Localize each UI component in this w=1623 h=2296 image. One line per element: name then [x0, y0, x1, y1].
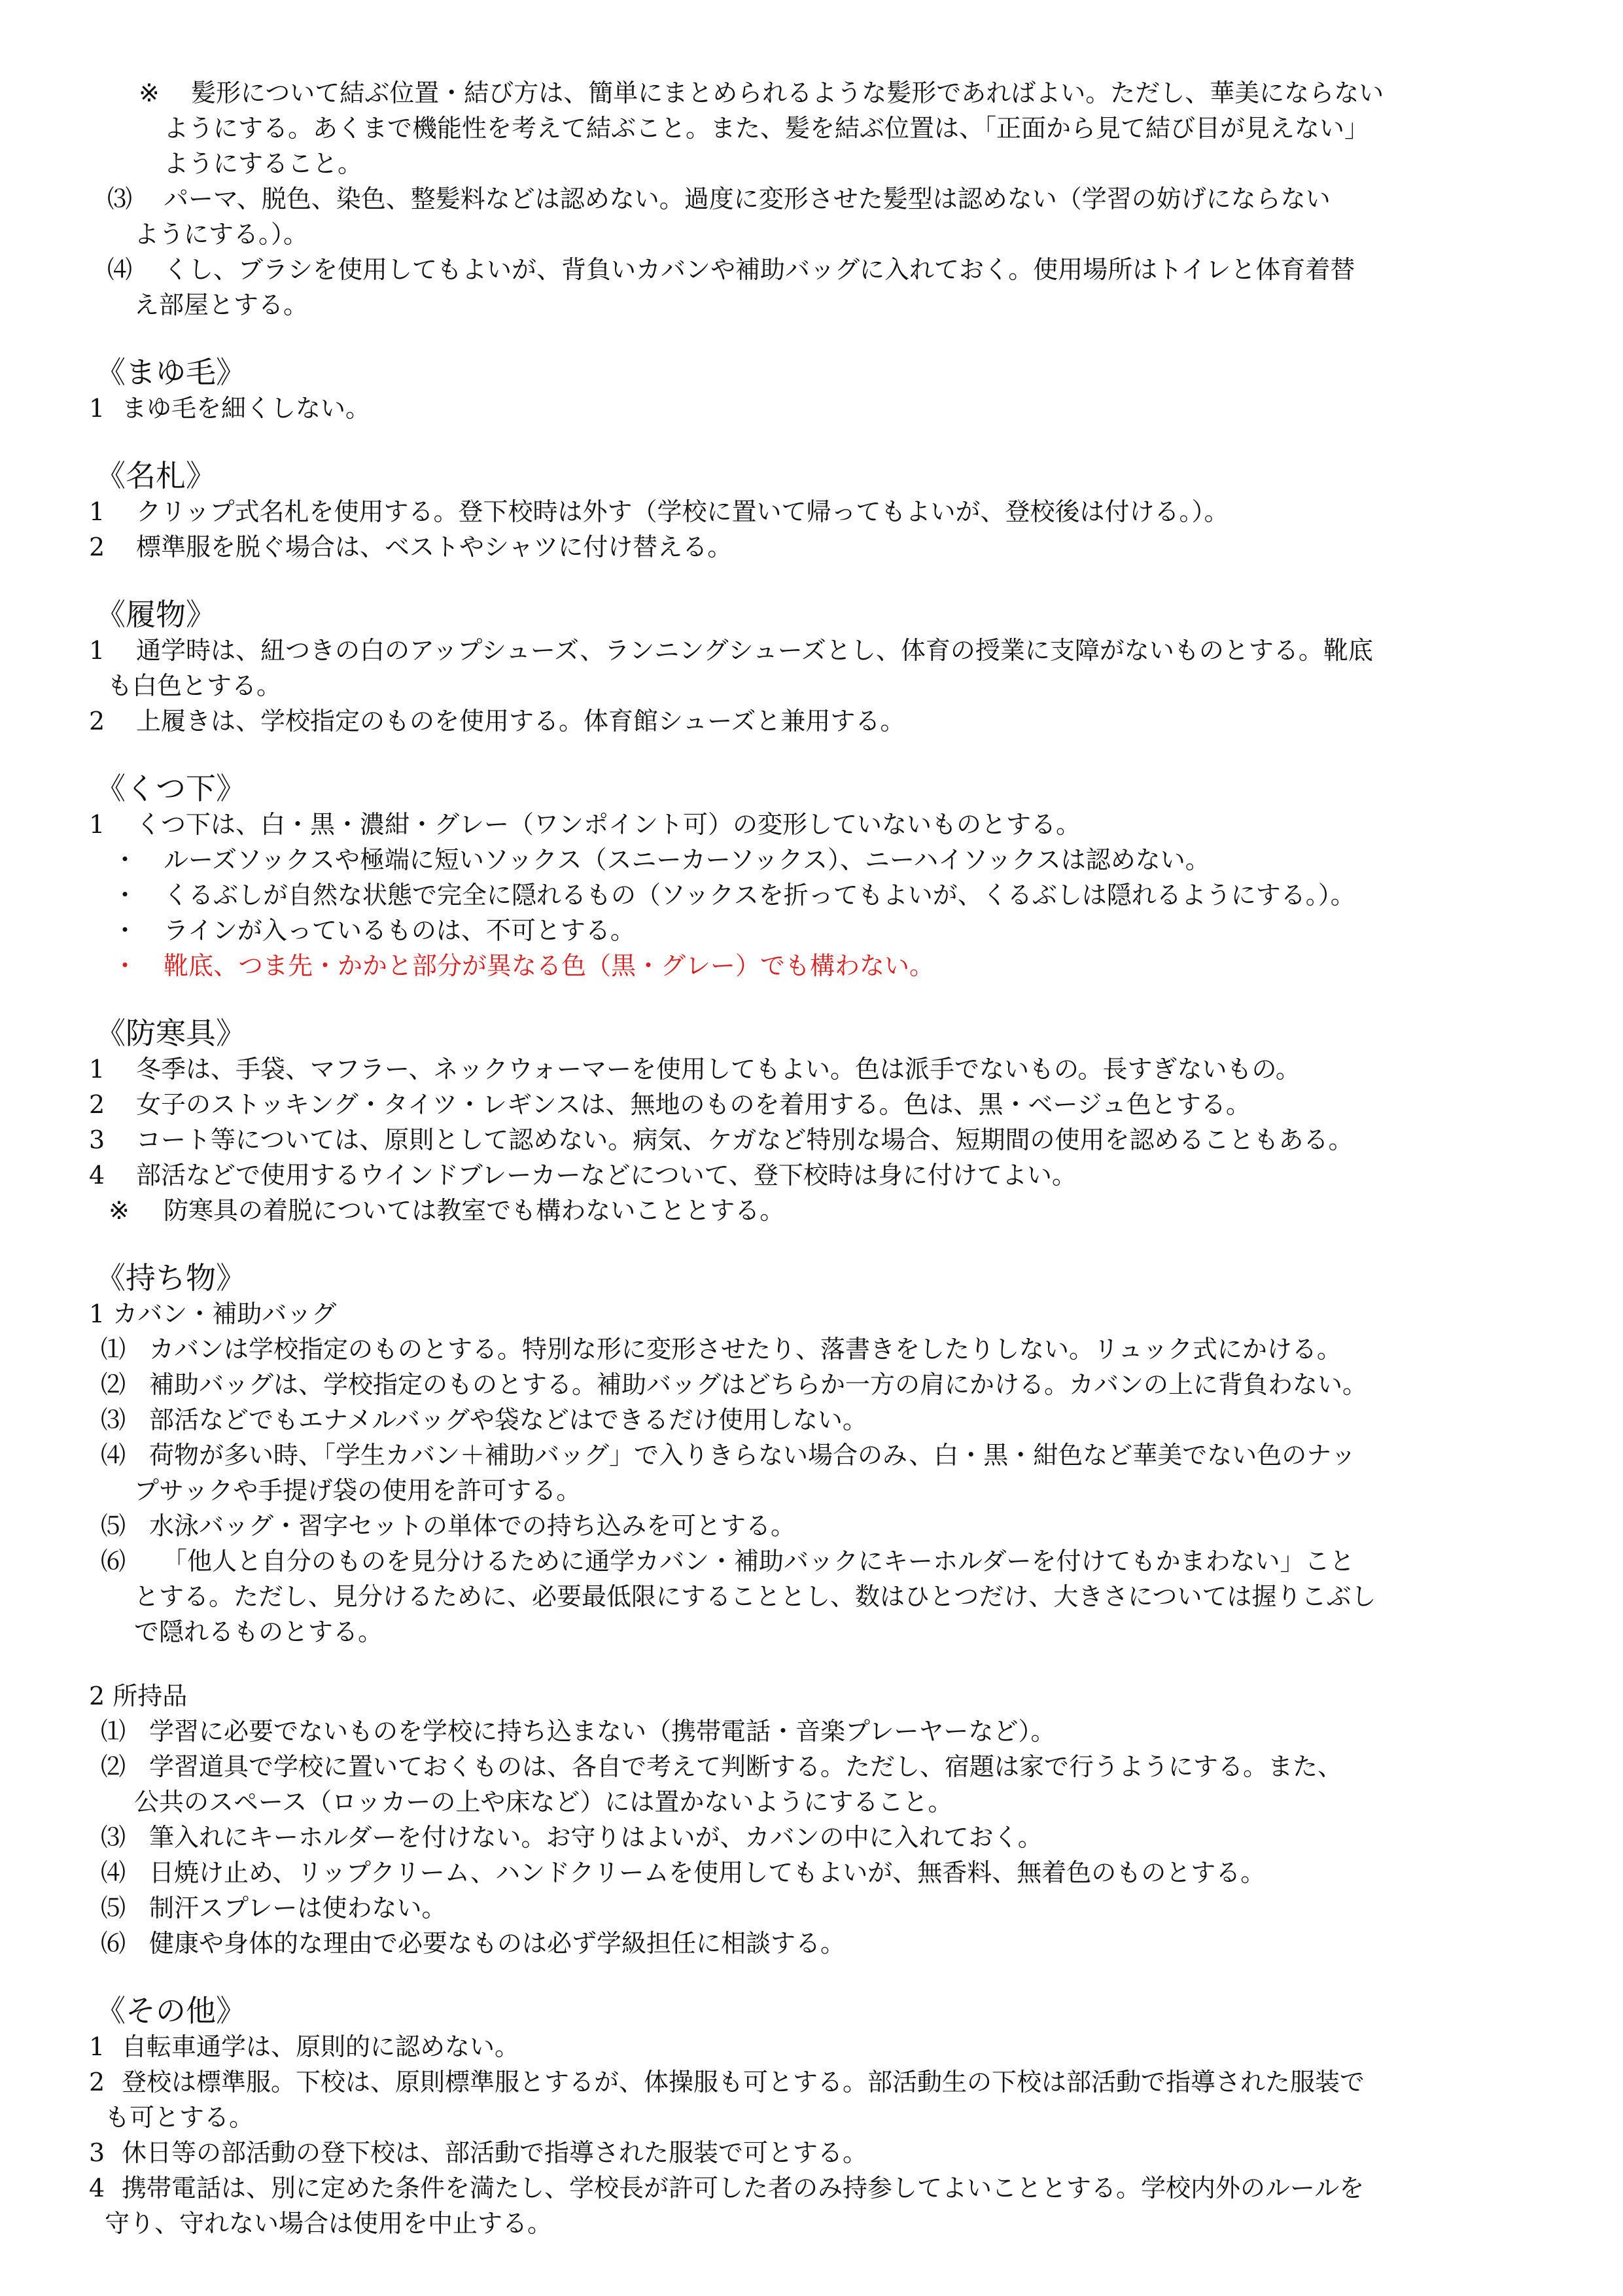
- item-number: 1: [89, 636, 105, 665]
- item-number: 1: [89, 2032, 105, 2061]
- hair-item-line: パーマ、脱色、染色、整髪料などは認めない。過度に変形させた髪型は認めない（学習の妨げにならない: [164, 185, 1331, 213]
- item-number: ⑸: [101, 1894, 126, 1922]
- other-item-line: も可とする。: [105, 2103, 254, 2132]
- item-number: ⑶: [101, 1405, 126, 1434]
- item-number: ⑴: [101, 1335, 126, 1364]
- item-number: 3: [89, 1125, 105, 1154]
- item-number: ⑵: [101, 1752, 126, 1781]
- section-title: 《防寒具》: [96, 1016, 246, 1051]
- hair-item-line: え部屋とする。: [134, 291, 309, 319]
- bag-item-line: とする。ただし、見分けるために、必要最低限にすることとし、数はひとつだけ、大きさについては握りこぶし: [134, 1582, 1376, 1611]
- item-number: ⑹: [101, 1929, 126, 1958]
- bag-item-line: 補助バッグは、学校指定のものとする。補助バッグはどちらか一方の肩にかける。カバンの上に背負わない。: [149, 1370, 1368, 1399]
- item-number: 4: [89, 1161, 105, 1190]
- nametag-item-line: クリップ式名札を使用する。登下校時は外す（学校に置いて帰ってもよいが、登校後は付ける。）。: [136, 497, 1229, 526]
- subsection-heading: 2 所持品: [89, 1682, 188, 1710]
- item-number: 1: [89, 394, 105, 423]
- item-number: 3: [89, 2138, 105, 2167]
- section-title: 《持ち物》: [96, 1260, 246, 1296]
- bag-item-line: 「他人と自分のものを見分けるために通学カバン・補助バックにキーホルダーを付けてもかまわない」こと: [162, 1547, 1355, 1576]
- subsection-heading: 1 カバン・補助バッグ: [89, 1299, 337, 1328]
- bag-item-line: カバンは学校指定のものとする。特別な形に変形させたり、落書きをしたりしない。リュック式にかける。: [149, 1335, 1342, 1364]
- other-item-line: 携帯電話は、別に定めた条件を満たし、学校長が許可した者のみ持参してよいこととする。学校内外のルールを: [122, 2174, 1365, 2202]
- hair-note-line: ようにする。あくまで機能性を考えて結ぶこと。また、髪を結ぶ位置は、「正面から見て結び目が見えない」: [164, 114, 1370, 143]
- bag-item-line: 水泳バッグ・習字セットの単体での持ち込みを可とする。: [149, 1511, 796, 1540]
- item-number: ⑹: [101, 1547, 126, 1576]
- item-number: ⑸: [101, 1511, 126, 1540]
- bullet-mark: ・: [113, 881, 138, 910]
- other-item-line: 自転車通学は、原則的に認めない。: [122, 2032, 520, 2061]
- socks-red-bullet-line: 靴底、つま先・かかと部分が異なる色（黒・グレー）でも構わない。: [164, 951, 935, 980]
- own-item-line: 学習に必要でないものを学校に持ち込まない（携帯電話・音楽プレーヤーなど）。: [149, 1717, 1056, 1746]
- shoes-item-line: も白色とする。: [107, 671, 282, 700]
- cold-note-line: 防寒具の着脱については教室でも構わないこととする。: [164, 1196, 785, 1225]
- item-number: ⑷: [101, 1858, 126, 1887]
- section-title: 《名札》: [96, 458, 216, 493]
- item-number: 2: [89, 1090, 105, 1119]
- own-item-line: 公共のスペース（ロッカーの上や床など）には置かないようにすること。: [134, 1788, 953, 1816]
- item-number: 1: [89, 497, 105, 526]
- other-item-line: 登校は標準服。下校は、原則標準服とするが、体操服も可とする。部活動生の下校は部活動で指導された服装で: [122, 2068, 1365, 2096]
- eyebrows-item-line: まゆ毛を細くしない。: [122, 394, 371, 423]
- bullet-mark: ・: [113, 951, 138, 980]
- cold-item-line: コート等については、原則として認めない。病気、ケガなど特別な場合、短期間の使用を認めることもある。: [136, 1125, 1353, 1154]
- bullet-mark: ・: [113, 916, 138, 945]
- item-number: 4: [89, 2174, 105, 2202]
- item-number: ⑷: [107, 255, 133, 284]
- other-item-line: 守り、守れない場合は使用を中止する。: [105, 2209, 553, 2238]
- socks-bullet-line: ラインが入っているものは、不可とする。: [164, 916, 635, 945]
- own-item-line: 筆入れにキーホルダーを付けない。お守りはよいが、カバンの中に入れておく。: [149, 1823, 1043, 1852]
- shoes-item-line: 上履きは、学校指定のものを使用する。体育館シューズと兼用する。: [136, 707, 905, 735]
- hair-note-line: ようにすること。: [164, 149, 363, 178]
- cold-item-line: 部活などで使用するウインドブレーカーなどについて、登下校時は身に付けてよい。: [136, 1161, 1077, 1190]
- item-number: 2: [89, 2068, 105, 2096]
- section-title: 《くつ下》: [96, 771, 246, 806]
- own-item-line: 日焼け止め、リップクリーム、ハンドクリームを使用してもよいが、無香料、無着色のものとする。: [149, 1858, 1266, 1887]
- hair-note-line: 髪形について結ぶ位置・結び方は、簡単にまとめられるような髪形であればよい。ただし、華美にならない: [191, 79, 1384, 107]
- section-title: 《履物》: [96, 597, 216, 632]
- item-number: 1: [89, 1055, 105, 1084]
- socks-item-line: くつ下は、白・黒・濃紺・グレー（ワンポイント可）の変形していないものとする。: [136, 810, 1081, 839]
- nametag-item-line: 標準服を脱ぐ場合は、ベストやシャツに付け替える。: [136, 533, 733, 561]
- bag-item-line: 荷物が多い時、「学生カバン＋補助バッグ」で入りきらない場合のみ、白・黒・紺色など華美でない色のナッ: [149, 1441, 1356, 1470]
- section-title: 《その他》: [96, 1993, 246, 2028]
- item-number: 1: [89, 810, 105, 839]
- item-number: ⑶: [101, 1823, 126, 1852]
- hair-item-line: くし、ブラシを使用してもよいが、背負いカバンや補助バッグに入れておく。使用場所はトイレと体育着替: [164, 255, 1355, 284]
- cold-item-line: 冬季は、手袋、マフラー、ネックウォーマーを使用してもよい。色は派手でないもの。長すぎないもの。: [136, 1055, 1300, 1084]
- item-number: ⑴: [101, 1717, 126, 1746]
- socks-bullet-line: ルーズソックスや極端に短いソックス（スニーカーソックス）、ニーハイソックスは認めない。: [164, 845, 1210, 874]
- shoes-item-line: 通学時は、紐つきの白のアップシューズ、ランニングシューズとし、体育の授業に支障がないものとする。靴底: [136, 636, 1373, 665]
- bag-item-line: で隠れるものとする。: [134, 1617, 383, 1646]
- other-item-line: 休日等の部活動の登下校は、部活動で指導された服装で可とする。: [122, 2138, 868, 2167]
- cold-item-line: 女子のストッキング・タイツ・レギンスは、無地のものを着用する。色は、黒・ベージュ色とする。: [136, 1090, 1251, 1119]
- item-number: ⑵: [101, 1370, 126, 1399]
- bullet-mark: ・: [113, 845, 138, 874]
- bag-item-line: 部活などでもエナメルバッグや袋などはできるだけ使用しない。: [149, 1405, 867, 1434]
- item-number: ⑶: [107, 185, 133, 213]
- item-number: ⑷: [101, 1441, 126, 1470]
- own-item-line: 制汗スプレーは使わない。: [149, 1894, 447, 1922]
- own-item-line: 学習道具で学校に置いておくものは、各自で考えて判断する。ただし、宿題は家で行うようにする。また、: [149, 1752, 1343, 1781]
- own-item-line: 健康や身体的な理由で必要なものは必ず学級担任に相談する。: [149, 1929, 846, 1958]
- hair-item-line: ようにする。）。: [134, 220, 309, 249]
- section-title: 《まゆ毛》: [96, 355, 246, 390]
- item-number: 2: [89, 533, 105, 561]
- item-number: 2: [89, 707, 105, 735]
- note-mark: ※: [139, 79, 160, 107]
- bag-item-line: プサックや手提げ袋の使用を許可する。: [134, 1476, 582, 1505]
- socks-bullet-line: くるぶしが自然な状態で完全に隠れるもの（ソックスを折ってもよいが、くるぶしは隠れるようにする。）。: [164, 881, 1355, 910]
- note-mark: ※: [109, 1196, 130, 1225]
